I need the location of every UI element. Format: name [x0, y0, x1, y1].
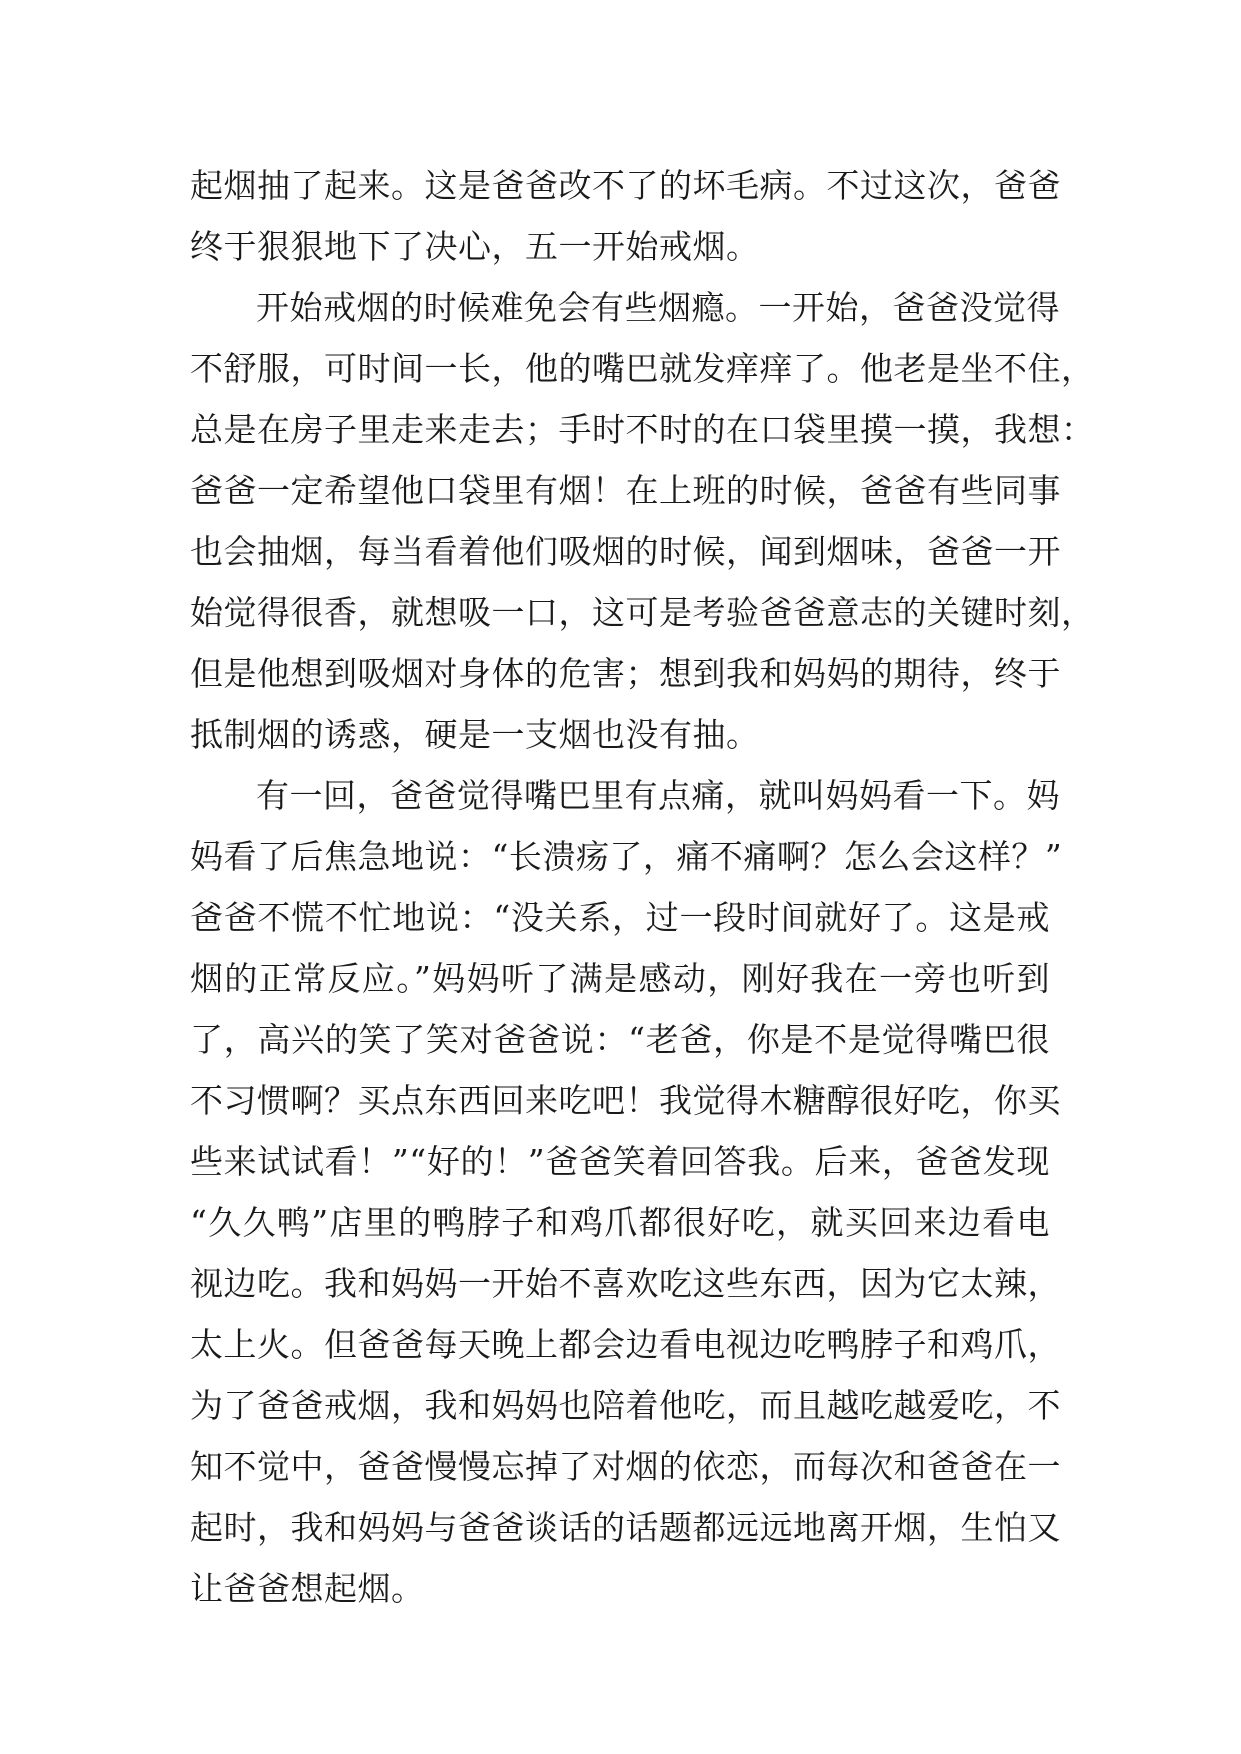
text-line: 些来试试看！”“好的！”爸爸笑着回答我。后来，爸爸发现: [190, 1142, 1050, 1181]
text-line: 但是他想到吸烟对身体的危害；想到我和妈妈的期待，终于: [190, 654, 1061, 693]
text-line: 妈看了后焦急地说：“长溃疡了，痛不痛啊？怎么会这样？”: [190, 837, 1063, 876]
text-line: 爸爸一定希望他口袋里有烟！在上班的时候，爸爸有些同事: [190, 471, 1061, 510]
text-line: 总是在房子里走来走去；手时不时的在口袋里摸一摸，我想：: [190, 410, 1095, 449]
text-line: 太上火。但爸爸每天晚上都会边看电视边吃鸭脖子和鸡爪，: [190, 1325, 1061, 1364]
text-line: 起烟抽了起来。这是爸爸改不了的坏毛病。不过这次，爸爸: [190, 166, 1061, 205]
text-line: 了，高兴的笑了笑对爸爸说：“老爸，你是不是觉得嘴巴很: [190, 1020, 1050, 1059]
text-line: 为了爸爸戒烟，我和妈妈也陪着他吃，而且越吃越爱吃，不: [190, 1386, 1061, 1425]
text-line: 不舒服，可时间一长，他的嘴巴就发痒痒了。他老是坐不住，: [190, 349, 1095, 388]
text-line: 起时，我和妈妈与爸爸谈话的话题都远远地离开烟，生怕又: [190, 1508, 1061, 1547]
text-line: 视边吃。我和妈妈一开始不喜欢吃这些东西，因为它太辣，: [190, 1264, 1061, 1303]
text-line: “久久鸭”店里的鸭脖子和鸡爪都很好吃，就买回来边看电: [190, 1203, 1050, 1242]
text-line: 始觉得很香，就想吸一口，这可是考验爸爸意志的关键时刻，: [190, 593, 1095, 632]
text-line: 让爸爸想起烟。: [190, 1569, 425, 1608]
text-line: 烟的正常反应。”妈妈听了满是感动，刚好我在一旁也听到: [190, 959, 1050, 998]
text-line: 爸爸不慌不忙地说：“没关系，过一段时间就好了。这是戒: [190, 898, 1050, 937]
paragraph-first-line: 有一回，爸爸觉得嘴巴里有点痛，就叫妈妈看一下。妈: [256, 776, 1060, 815]
text-line: 不习惯啊？买点东西回来吃吧！我觉得木糖醇很好吃，你买: [190, 1081, 1061, 1120]
text-line: 知不觉中，爸爸慢慢忘掉了对烟的依恋，而每次和爸爸在一: [190, 1447, 1061, 1486]
text-line: 也会抽烟，每当看着他们吸烟的时候，闻到烟味，爸爸一开: [190, 532, 1061, 571]
text-line: 终于狠狠地下了决心，五一开始戒烟。: [190, 227, 760, 266]
paragraph-first-line: 开始戒烟的时候难免会有些烟瘾。一开始，爸爸没觉得: [256, 288, 1060, 327]
body-text: [190, 155, 1095, 1619]
text-line: 抵制烟的诱惑，硬是一支烟也没有抽。: [190, 715, 760, 754]
